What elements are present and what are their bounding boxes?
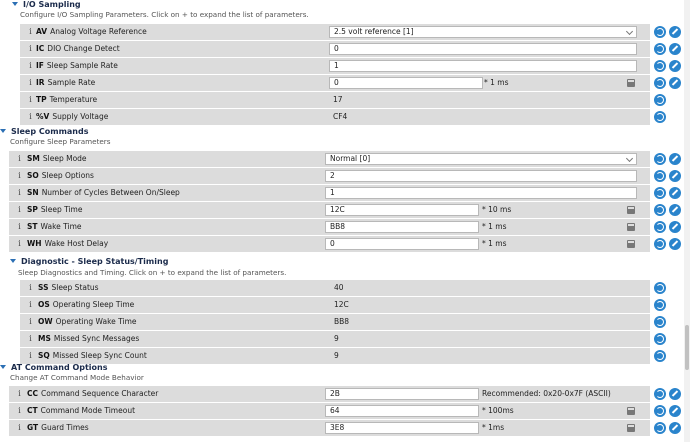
section-subtitle: Change AT Command Mode Behavior <box>10 373 144 382</box>
param-row-ic <box>20 41 650 57</box>
param-code: OW <box>38 317 53 326</box>
param-row-ss <box>20 280 650 296</box>
param-label <box>27 403 135 419</box>
param-name: Supply Voltage <box>52 112 109 121</box>
param-value: CF4 <box>333 112 348 121</box>
param-row-sm <box>9 151 650 167</box>
info-icon[interactable]: i <box>18 154 21 163</box>
calculator-icon[interactable] <box>627 424 635 432</box>
section-title-text: AT Command Options <box>11 363 108 372</box>
info-icon[interactable]: i <box>18 389 21 398</box>
write-icon[interactable] <box>669 422 681 434</box>
info-icon[interactable]: i <box>18 171 21 180</box>
param-input[interactable]: 64 <box>325 405 479 417</box>
write-icon[interactable] <box>669 43 681 55</box>
info-icon[interactable]: i <box>29 300 32 309</box>
param-label <box>36 75 95 91</box>
refresh-icon[interactable] <box>654 153 666 165</box>
param-label <box>27 219 82 235</box>
param-value: 9 <box>334 334 339 343</box>
param-name: Wake Host Delay <box>44 239 109 248</box>
write-icon[interactable] <box>669 60 681 72</box>
info-icon[interactable]: i <box>18 205 21 214</box>
write-icon[interactable] <box>669 170 681 182</box>
calculator-icon[interactable] <box>627 240 635 248</box>
param-label <box>36 58 118 74</box>
param-row-if <box>20 58 650 74</box>
info-icon[interactable]: i <box>29 61 32 70</box>
info-icon[interactable]: i <box>29 283 32 292</box>
param-name: DIO Change Detect <box>47 44 120 53</box>
info-icon[interactable]: i <box>29 78 32 87</box>
param-name: Command Sequence Character <box>41 389 159 398</box>
info-icon[interactable]: i <box>29 317 32 326</box>
param-code: AV <box>36 27 48 36</box>
section-title-io[interactable] <box>12 0 81 9</box>
param-row-st <box>9 219 650 235</box>
param-row-sq <box>20 348 650 364</box>
param-row-cc <box>9 386 650 402</box>
param-code: TP <box>36 95 47 104</box>
param-name: Command Mode Timeout <box>40 406 136 415</box>
param-code: %V <box>36 112 50 121</box>
param-label <box>36 92 97 108</box>
section-title-text: I/O Sampling <box>23 0 81 9</box>
refresh-icon[interactable] <box>654 422 666 434</box>
chevron-down-icon <box>626 155 633 162</box>
refresh-icon[interactable] <box>654 77 666 89</box>
refresh-icon[interactable] <box>654 221 666 233</box>
write-icon[interactable] <box>669 77 681 89</box>
param-code: CT <box>27 406 38 415</box>
param-unit: * 100ms <box>482 406 514 415</box>
param-code: SN <box>27 188 39 197</box>
info-icon[interactable]: i <box>29 334 32 343</box>
param-name: Sleep Sample Rate <box>46 61 118 70</box>
param-label <box>38 297 134 313</box>
param-code: GT <box>27 423 39 432</box>
param-name: Number of Cycles Between On/Sleep <box>41 188 180 197</box>
refresh-icon[interactable] <box>654 238 666 250</box>
param-input[interactable]: 1 <box>325 187 637 199</box>
refresh-icon[interactable] <box>654 405 666 417</box>
param-name: Sleep Mode <box>42 154 87 163</box>
section-subtitle: Configure I/O Sampling Parameters. Click on + to expand the list of parameters. <box>20 10 309 19</box>
info-icon[interactable]: i <box>18 406 21 415</box>
param-row-ow <box>20 314 650 330</box>
section-title-sleep[interactable] <box>0 127 89 136</box>
refresh-icon[interactable] <box>654 187 666 199</box>
param-label <box>27 185 180 201</box>
info-icon[interactable]: i <box>29 44 32 53</box>
refresh-icon[interactable] <box>654 316 666 328</box>
param-select[interactable] <box>329 26 637 38</box>
collapse-chevron-icon[interactable] <box>0 129 6 133</box>
param-value: 17 <box>333 95 343 104</box>
param-code: SQ <box>38 351 50 360</box>
param-row-so <box>9 168 650 184</box>
chevron-down-icon <box>626 28 633 35</box>
refresh-icon[interactable] <box>654 388 666 400</box>
param-code: SS <box>38 283 49 292</box>
param-code: CC <box>27 389 39 398</box>
param-input[interactable]: 0 <box>329 77 483 89</box>
info-icon[interactable]: i <box>29 27 32 36</box>
select-value: Normal [0] <box>330 154 371 163</box>
param-input[interactable]: BB8 <box>325 221 479 233</box>
section-title-at[interactable] <box>0 363 108 372</box>
calculator-icon[interactable] <box>627 407 635 415</box>
param-name: Sleep Status <box>51 283 99 292</box>
param-name: Sample Rate <box>47 78 96 87</box>
param-input[interactable]: 1 <box>329 60 637 72</box>
scrollbar-thumb[interactable] <box>685 325 689 370</box>
refresh-icon[interactable] <box>654 299 666 311</box>
collapse-chevron-icon[interactable] <box>0 365 6 369</box>
param-name: Operating Wake Time <box>55 317 137 326</box>
param-label <box>36 41 120 57</box>
param-row-ms <box>20 331 650 347</box>
param-name: Missed Sleep Sync Count <box>52 351 147 360</box>
param-input[interactable]: 2B <box>325 388 479 400</box>
param-select[interactable] <box>325 153 637 165</box>
write-icon[interactable] <box>669 238 681 250</box>
param-input[interactable]: 3E8 <box>325 422 479 434</box>
param-row-tp <box>20 92 650 108</box>
section-subtitle: Sleep Diagnostics and Timing. Click on + to expand the list of parameters. <box>18 268 287 277</box>
param-label <box>27 168 94 184</box>
param-name: Operating Sleep Time <box>52 300 135 309</box>
param-input[interactable]: 0 <box>329 43 637 55</box>
refresh-icon[interactable] <box>654 26 666 38</box>
calculator-icon[interactable] <box>627 79 635 87</box>
param-code: SO <box>27 171 39 180</box>
scrollbar[interactable] <box>684 0 690 442</box>
param-unit: * 1 ms <box>484 78 509 87</box>
write-icon[interactable] <box>669 187 681 199</box>
param-value: 9 <box>334 351 339 360</box>
refresh-icon[interactable] <box>654 282 666 294</box>
refresh-icon[interactable] <box>654 170 666 182</box>
param-input[interactable]: 2 <box>325 170 637 182</box>
param-label <box>27 202 82 218</box>
write-icon[interactable] <box>669 388 681 400</box>
param-code: MS <box>38 334 51 343</box>
write-icon[interactable] <box>669 221 681 233</box>
refresh-icon[interactable] <box>654 94 666 106</box>
param-name: Wake Time <box>40 222 82 231</box>
param-code: SM <box>27 154 40 163</box>
write-icon[interactable] <box>669 26 681 38</box>
info-icon[interactable]: i <box>18 188 21 197</box>
param-row-gt <box>9 420 650 436</box>
calculator-icon[interactable] <box>627 223 635 231</box>
param-input[interactable]: 0 <box>325 238 479 250</box>
param-code: ST <box>27 222 38 231</box>
param-code: WH <box>27 239 42 248</box>
param-unit: * 1ms <box>482 423 505 432</box>
param-label <box>27 386 158 402</box>
param-row-ir <box>20 75 650 91</box>
param-row-wh <box>9 236 650 252</box>
refresh-icon[interactable] <box>654 333 666 345</box>
param-label <box>38 331 139 347</box>
section-title-diag[interactable] <box>10 257 168 266</box>
info-icon[interactable]: i <box>18 423 21 432</box>
param-unit: Recommended: 0x20-0x7F (ASCII) <box>482 389 611 398</box>
param-row-sn <box>9 185 650 201</box>
param-code: OS <box>38 300 50 309</box>
write-icon[interactable] <box>669 405 681 417</box>
refresh-icon[interactable] <box>654 204 666 216</box>
param-code: IF <box>36 61 44 70</box>
param-row-av <box>20 24 650 40</box>
param-code: IR <box>36 78 45 87</box>
section-subtitle: Configure Sleep Parameters <box>10 137 111 146</box>
refresh-icon[interactable] <box>654 350 666 362</box>
param-value: BB8 <box>334 317 350 326</box>
param-code: SP <box>27 205 38 214</box>
write-icon[interactable] <box>669 204 681 216</box>
refresh-icon[interactable] <box>654 60 666 72</box>
param-name: Guard Times <box>41 423 89 432</box>
info-icon[interactable]: i <box>18 239 21 248</box>
param-label <box>38 348 147 364</box>
info-icon[interactable]: i <box>29 95 32 104</box>
info-icon[interactable]: i <box>18 222 21 231</box>
param-value: 40 <box>334 283 344 292</box>
param-label <box>36 109 108 125</box>
param-name: Temperature <box>49 95 98 104</box>
refresh-icon[interactable] <box>654 111 666 123</box>
select-value: 2.5 volt reference [1] <box>334 27 414 36</box>
param-row-sp <box>9 202 650 218</box>
info-icon[interactable]: i <box>29 351 32 360</box>
param-name: Sleep Time <box>40 205 83 214</box>
param-unit: * 1 ms <box>482 222 507 231</box>
section-title-text: Sleep Commands <box>11 127 89 136</box>
param-unit: * 1 ms <box>482 239 507 248</box>
param-label <box>38 280 99 296</box>
param-row-ct <box>9 403 650 419</box>
param-input[interactable]: 12C <box>325 204 479 216</box>
collapse-chevron-icon[interactable] <box>10 259 16 263</box>
write-icon[interactable] <box>669 153 681 165</box>
param-label <box>27 420 89 436</box>
param-unit: * 10 ms <box>482 205 512 214</box>
param-row-os <box>20 297 650 313</box>
param-label <box>27 236 108 252</box>
param-label <box>38 314 137 330</box>
param-name: Missed Sync Messages <box>53 334 140 343</box>
param-name: Analog Voltage Reference <box>50 27 147 36</box>
refresh-icon[interactable] <box>654 43 666 55</box>
section-title-text: Diagnostic - Sleep Status/Timing <box>21 257 169 266</box>
calculator-icon[interactable] <box>627 206 635 214</box>
info-icon[interactable]: i <box>29 112 32 121</box>
param-name: Sleep Options <box>41 171 94 180</box>
collapse-chevron-icon[interactable] <box>12 2 18 6</box>
param-code: IC <box>36 44 45 53</box>
param-label <box>36 24 147 40</box>
param-label <box>27 151 87 167</box>
param-row-pctv <box>20 109 650 125</box>
param-value: 12C <box>334 300 349 309</box>
